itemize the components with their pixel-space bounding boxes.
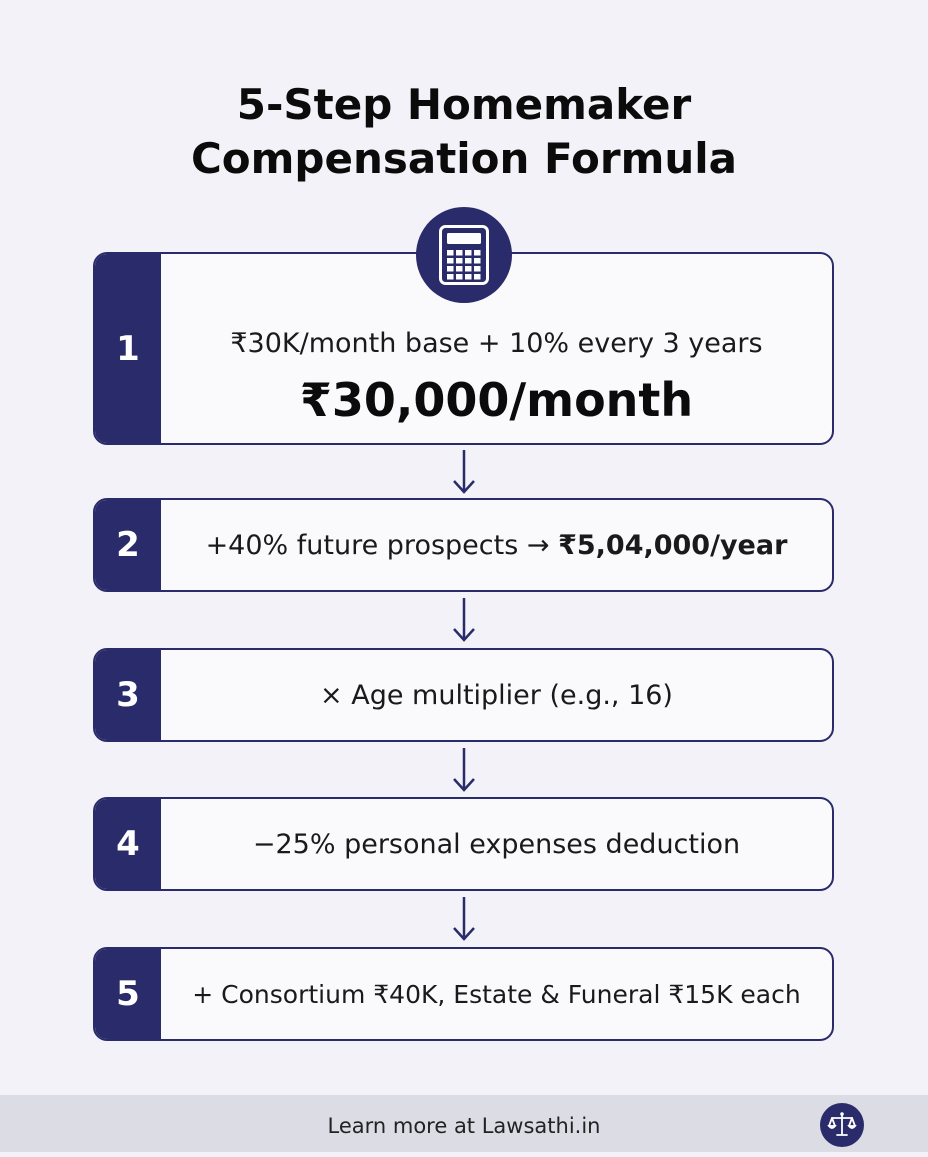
arrow-down-icon	[451, 746, 477, 794]
scales-of-justice-icon	[820, 1103, 864, 1147]
title-line-2: Compensation Formula	[190, 134, 738, 183]
step-3-card	[93, 648, 834, 742]
step-4-number: 4	[95, 799, 161, 889]
step-2-line	[206, 530, 788, 561]
arrow-down-icon	[451, 895, 477, 943]
step-5-card	[93, 947, 834, 1041]
step-4-text: −25% personal expenses deduction	[252, 828, 741, 860]
step-3-number: 3	[95, 650, 161, 740]
step-3-text: × Age multiplier (e.g., 16)	[320, 679, 673, 711]
step-2-card	[93, 498, 834, 592]
page-title	[0, 78, 928, 186]
arrow-down-icon	[451, 596, 477, 644]
step-1-number: 1	[95, 254, 161, 443]
step-1-highlight: ₹30,000/month	[299, 373, 694, 427]
step-4-card	[93, 797, 834, 891]
step-2-number: 2	[95, 500, 161, 590]
step-2-text: +40% future prospects →	[205, 529, 559, 561]
step-1-text: ₹30K/month base + 10% every 3 years	[230, 328, 763, 359]
footer-link[interactable]: Learn more at Lawsathi.in	[327, 1114, 601, 1138]
step-2-highlight: ₹5,04,000/year	[558, 529, 788, 561]
calculator-icon	[416, 207, 512, 303]
arrow-down-icon	[451, 448, 477, 496]
step-5-text: + Consortium ₹40K, Estate & Funeral ₹15K each	[192, 979, 801, 1009]
step-5-number: 5	[95, 949, 161, 1039]
title-line-1: 5-Step Homemaker	[236, 80, 692, 129]
footer-bar	[0, 1095, 928, 1152]
